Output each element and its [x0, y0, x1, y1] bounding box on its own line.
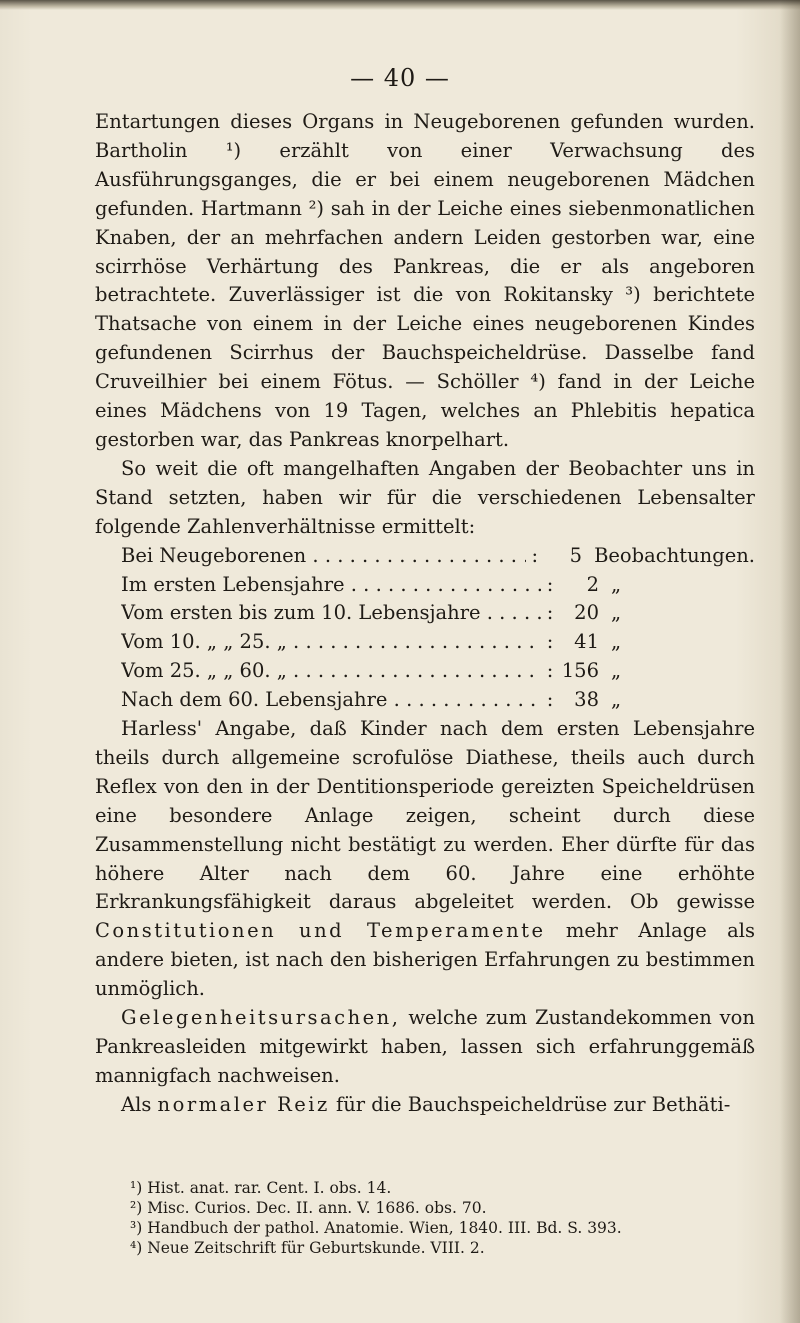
- row-value: 41: [574, 630, 599, 654]
- row-separator: :: [546, 688, 554, 712]
- table-row: [95, 686, 755, 715]
- row-unit: „: [611, 601, 622, 625]
- row-label: Vom ersten bis zum 10. Lebensjahre . . .: [121, 599, 541, 628]
- table-row: [95, 542, 755, 571]
- emphasis-gelegenheitsursachen: Gelegenheitsursachen,: [121, 1006, 401, 1030]
- row-value: 38: [574, 688, 599, 712]
- emphasis-constitutionen: Constitutionen und Temperamente: [95, 919, 546, 943]
- footnote: ¹) Hist. anat. rar. Cent. I. obs. 14.: [130, 1179, 392, 1197]
- statistics-table: [95, 542, 755, 715]
- table-row: [95, 599, 755, 628]
- row-label: Nach dem 60. Lebensjahre . . .: [121, 686, 541, 715]
- row-value: 20: [574, 601, 599, 625]
- paragraph-4: [95, 1004, 755, 1091]
- main-text: [95, 108, 755, 1120]
- row-separator: :: [531, 543, 539, 567]
- row-label: Im ersten Lebensjahre . . .: [121, 571, 541, 600]
- row-label: Vom 10. „ „ 25. „ . . .: [121, 628, 541, 657]
- paragraph-3: [95, 715, 755, 1004]
- top-page-edge: [0, 0, 800, 10]
- row-unit: Beobachtungen.: [594, 543, 755, 567]
- row-value: 156: [561, 659, 599, 683]
- row-separator: :: [546, 630, 554, 654]
- footnote: ³) Handbuch der pathol. Anatomie. Wien, 1840. III. Bd. S. 393.: [130, 1219, 622, 1237]
- paragraph-5-text: für die Bauchspeicheldrüse zur Bethäti-: [336, 1092, 731, 1116]
- table-row: [95, 571, 755, 600]
- page-edge-shadow: [780, 0, 800, 1323]
- row-value: 2: [586, 572, 599, 596]
- footnote: ⁴) Neue Zeitschrift für Geburtskunde. VIII. 2.: [130, 1239, 485, 1257]
- table-row: [95, 657, 755, 686]
- paragraph-2: So weit die oft mangelhaften Angaben der Beobachter uns in Stand setzten, haben wir für die verschiedenen Lebensalter folgende Zahlenverhältnisse ermittelt:: [95, 456, 755, 538]
- table-row: [95, 628, 755, 657]
- paragraph-4-text: welche zum Zustandekommen von Pankreasleiden mitgewirkt haben, lassen sich erfahrunggemäß mannigfach nachweisen.: [95, 1006, 755, 1087]
- row-label: Bei Neugeborenen . . .: [121, 542, 526, 571]
- paragraph-3-end: mehr Anlage als andere bieten, ist nach den bisherigen Erfahrungen zu bestimmen unmöglich.: [95, 919, 755, 1001]
- page-number: — 40 —: [350, 64, 450, 92]
- emphasis-normaler-reiz: normaler Reiz: [157, 1092, 330, 1116]
- paragraph-5-start: Als: [121, 1092, 152, 1116]
- footnotes: [130, 1178, 750, 1258]
- row-unit: „: [611, 688, 622, 712]
- footnote: ²) Misc. Curios. Dec. II. ann. V. 1686. obs. 70.: [130, 1199, 487, 1217]
- paragraph-5: [95, 1091, 755, 1120]
- row-label: Vom 25. „ „ 60. „ . . .: [121, 657, 541, 686]
- row-separator: :: [546, 659, 554, 683]
- row-separator: :: [546, 601, 554, 625]
- row-unit: „: [611, 630, 622, 654]
- paragraph-1: Entartungen dieses Organs in Neugeborenen gefunden wurden. Bartholin ¹) erzählt von einer Verwachsung des Ausführungsganges, die er bei einem neugeborenen Mädchen gefunden. Hartmann ²) sah in der Leiche eines siebenmonatlichen Knaben, der an mehrfachen andern Leiden gestorben war, eine scirrhöse Verhärtung des Pankreas, die er als angeboren betrachtete. Zuverlässiger ist die von Rokitansky ³) berichtete Thatsache von einem in der Leiche eines neugeborenen Kindes gefundenen Scirrhus der Bauchspeicheldrüse. Dasselbe fand Cruveilhier bei einem Fötus. — Schöller ⁴) fand in der Leiche eines Mädchens von 19 Tagen, welches an Phlebitis hepatica gestorben war, das Pankreas knorpelhart.: [95, 110, 755, 451]
- row-unit: „: [611, 659, 622, 683]
- row-separator: :: [546, 572, 554, 596]
- row-unit: „: [611, 572, 622, 596]
- paragraph-3-text: Harless' Angabe, daß Kinder nach dem ersten Lebensjahre theils durch allgemeine scrofulöse Diathese, theils auch durch Reflex von den in der Dentitionsperiode gereizten Speicheldrüsen eine besondere Anlage zeigen, scheint durch diese Zusammenstellung nicht bestätigt zu werden. Eher dürfte für das höhere Alter nach dem 60. Jahre eine erhöhte Erkrankungsfähigkeit daraus abgeleitet werden. Ob gewisse: [95, 717, 755, 914]
- row-value: 5: [569, 543, 583, 567]
